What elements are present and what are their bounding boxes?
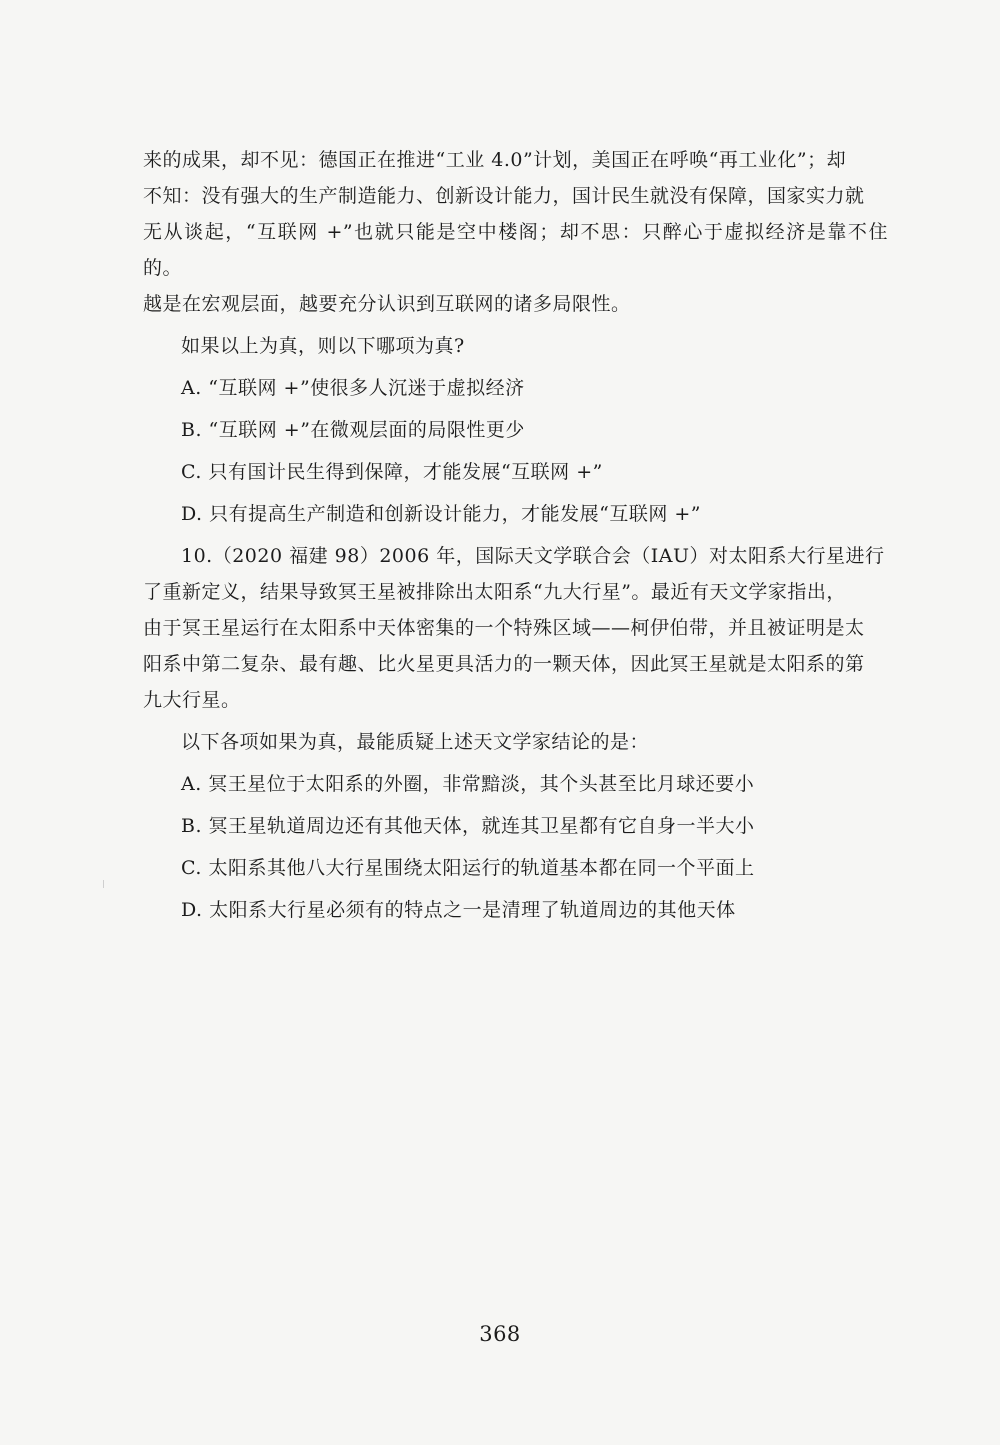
passage-tail: [143, 142, 888, 322]
q10-stem-line: 了重新定义，结果导致冥王星被排除出太阳系“九大行星”。最近有天文学家指出，: [143, 581, 846, 603]
passage-line: 无从谈起，“互联网 +”也就只能是空中楼阁；却不思：只醉心于虚拟经济是靠不住的。: [143, 221, 888, 279]
q10-stem: [143, 538, 888, 718]
q9-option-c: C. 只有国计民生得到保障，才能发展“互联网 +”: [181, 461, 603, 483]
q10-option-b: B. 冥王星轨道周边还有其他天体，就连其卫星都有它自身一半大小: [181, 815, 755, 837]
q10-option-c: C. 太阳系其他八大行星围绕太阳运行的轨道基本都在同一个平面上: [181, 857, 755, 879]
q10-stem-line: 九大行星。: [143, 689, 241, 711]
page-content: [143, 142, 888, 928]
passage-line: 越是在宏观层面，越要充分认识到互联网的诸多局限性。: [143, 293, 631, 315]
q10-stem-line: 10.（2020 福建 98）2006 年，国际天文学联合会（IAU）对太阳系大行星进行: [181, 545, 885, 567]
passage-line: 不知：没有强大的生产制造能力、创新设计能力，国计民生就没有保障，国家实力就: [143, 185, 865, 207]
scan-speck: [103, 880, 104, 888]
q10-stem-line: 阳系中第二复杂、最有趣、比火星更具活力的一颗天体，因此冥王星就是太阳系的第: [143, 653, 865, 675]
q9-option-b: B. “互联网 +”在微观层面的局限性更少: [181, 419, 525, 441]
q10-option-a: A. 冥王星位于太阳系的外圈，非常黯淡，其个头甚至比月球还要小: [181, 773, 755, 795]
q9-option-d: D. 只有提高生产制造和创新设计能力，才能发展“互联网 +”: [181, 503, 702, 525]
page-number: 368: [479, 1322, 521, 1346]
q9-option-a: A. “互联网 +”使很多人沉迷于虚拟经济: [181, 377, 525, 399]
q10-stem-line: 由于冥王星运行在太阳系中天体密集的一个特殊区域——柯伊伯带，并且被证明是太: [143, 617, 865, 639]
passage-line: 来的成果，却不见：德国正在推进“工业 4.0”计划，美国正在呼唤“再工业化”；却: [143, 149, 847, 171]
q9-question: 如果以上为真，则以下哪项为真?: [181, 335, 465, 357]
q10-option-d: D. 太阳系大行星必须有的特点之一是清理了轨道周边的其他天体: [181, 899, 736, 921]
q10-question: 以下各项如果为真，最能质疑上述天文学家结论的是：: [181, 731, 650, 753]
